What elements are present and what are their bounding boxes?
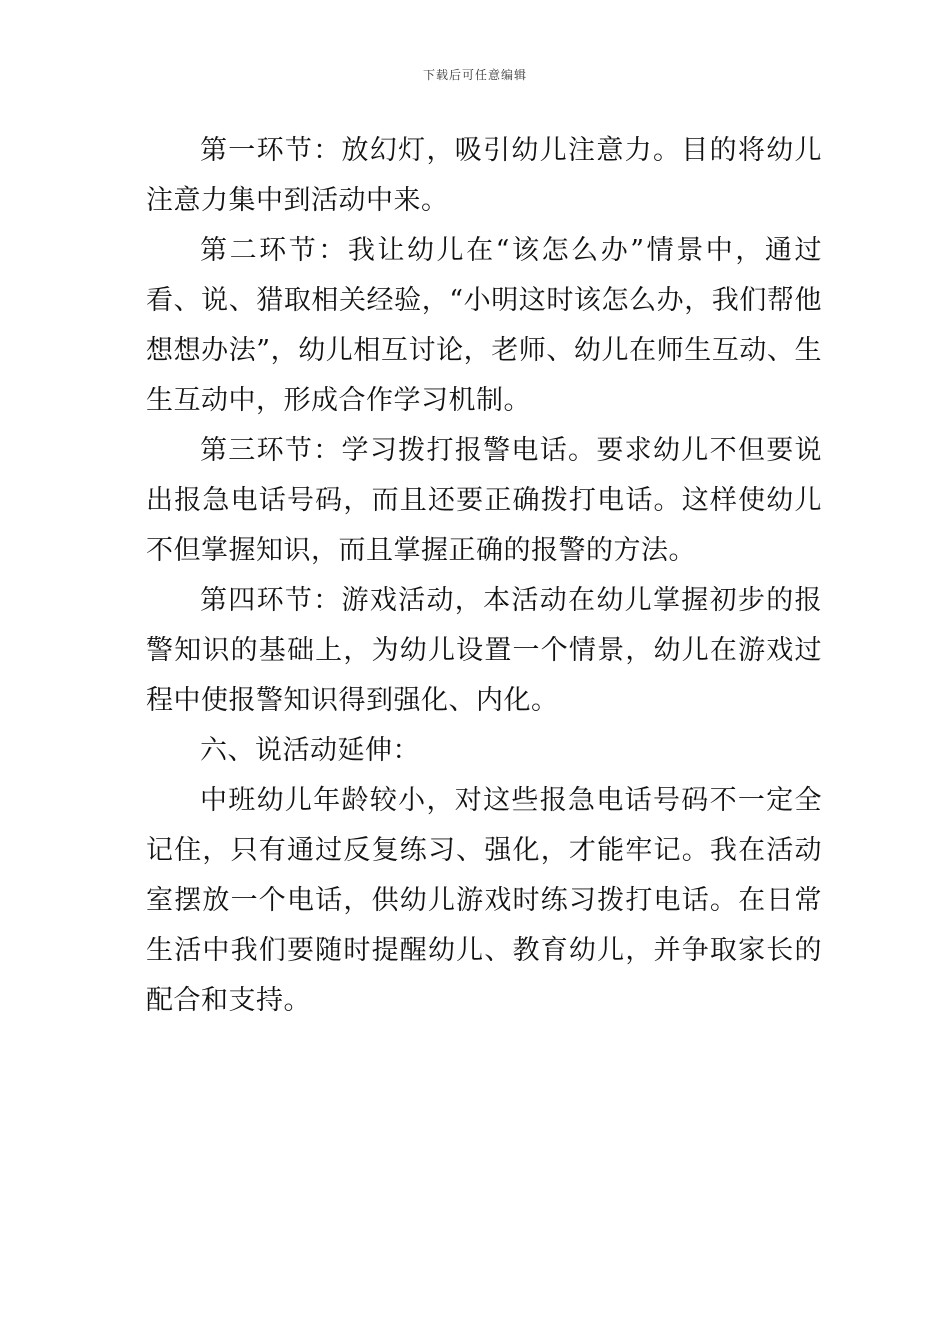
paragraph-step-four: 第四环节：游戏活动，本活动在幼儿掌握初步的报警知识的基础上，为幼儿设置一个情景，幼儿在游戏过程中使报警知识得到强化、内化。 [146,585,822,716]
paragraph-extension: 中班幼儿年龄较小，对这些报急电话号码不一定全记住，只有通过反复练习、强化，才能牢记。我在活动室摆放一个电话，供幼儿游戏时练习拨打电话。在日常生活中我们要随时提醒幼儿、教育幼儿，并争取家长的配合和支持。 [146,785,822,1016]
page-header-note: 下载后可任意编辑 [422,68,527,82]
paragraph-step-two: 第二环节：我让幼儿在“该怎么办”情景中，通过看、说、猎取相关经验，“小明这时该怎么办，我们帮他想想办法”，幼儿相互讨论，老师、幼儿在师生互动、生生互动中，形成合作学习机制。 [146,235,822,416]
paragraph-step-three: 第三环节：学习拨打报警电话。要求幼儿不但要说出报急电话号码，而且还要正确拨打电话。这样使幼儿不但掌握知识，而且掌握正确的报警的方法。 [146,435,822,566]
section-heading-extension: 六、说活动延伸： [200,735,420,766]
document-body [146,126,822,1026]
paragraph-step-one: 第一环节：放幻灯，吸引幼儿注意力。目的将幼儿注意力集中到活动中来。 [146,135,822,216]
